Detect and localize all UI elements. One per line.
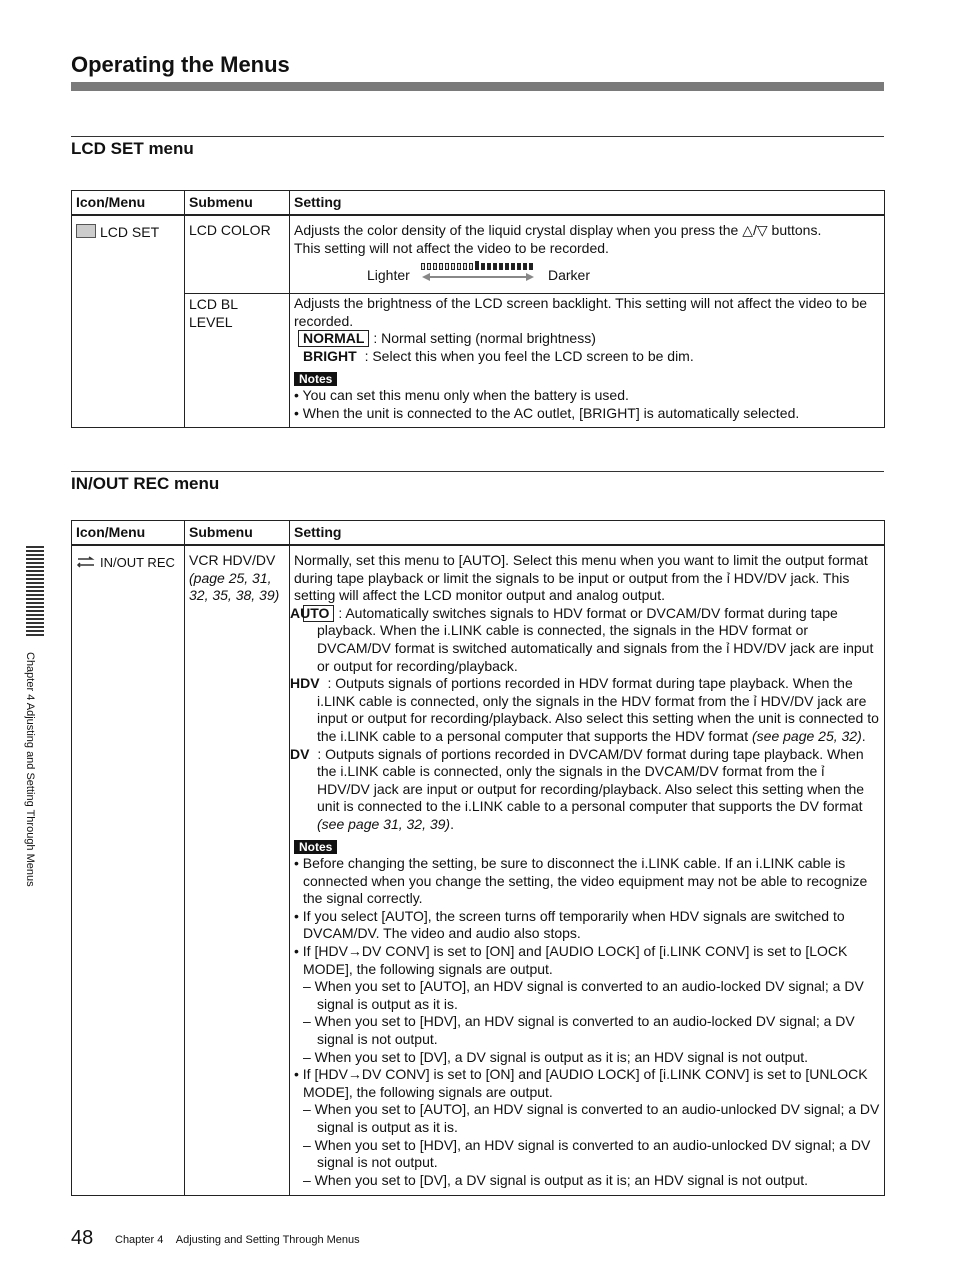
lcd-bl-line2: LEVEL: [189, 313, 233, 330]
footer: [115, 1234, 370, 1246]
option-normal: [294, 330, 880, 348]
inout-rec-label: IN/OUT REC: [100, 555, 175, 570]
vcr-intro-b: HDV/DV jack. This setting will affect the LCD monitor output and analog output.: [294, 569, 850, 604]
notes-badge: Notes: [294, 840, 337, 854]
note-item: • Before changing the setting, be sure to disconnect the i.LINK cable. If an i.LINK cable is connected when you change the setting, the video equipment may not be able to recognize the signal correctly.: [294, 855, 868, 907]
note-subitem: – When you set to [DV], a DV signal is output as it is; an HDV signal is not output.: [303, 1048, 809, 1065]
lcd-bl-line1: LCD BL: [189, 296, 239, 313]
scale-lighter-label: Lighter: [367, 267, 410, 284]
side-chapter-label: Chapter 4 Adjusting and Setting Through Menus: [24, 652, 36, 887]
inout-rec-table: [71, 520, 885, 1196]
section-title-inout-rec: IN/OUT REC menu: [71, 474, 220, 493]
ilink-jack-icon: ỉ: [726, 569, 730, 586]
option-auto: [290, 604, 880, 675]
note-subitem: – When you set to [HDV], an HDV signal is converted to an audio-locked DV signal; a DV signal is not output.: [303, 1013, 855, 1048]
note-item: • If [HDV→DV CONV] is set to [ON] and [AUDIO LOCK] of [i.LINK CONV] is set to [UNLOCK MODE], the following signals are output.: [294, 1066, 868, 1100]
lcd-bl-desc: Adjusts the brightness of the LCD screen backlight. This setting will not affect the video to be recorded.: [294, 295, 868, 329]
option-hdv: HDV : Outputs signals of portions recorded in HDV format during tape playback. When the i.LINK cable is connected, only the signals in the HDV format from the ỉ HDV/DV jack are input or output for recording/playback. Also select this setting when the unit is connected to the i.LINK cable to a personal computer that supports the HDV format (see page 25, 32).: [290, 675, 879, 744]
header-submenu: Submenu: [185, 521, 290, 546]
note-item: • If you select [AUTO], the screen turns off temporarily when HDV signals are switched to DVCAM/DV. The video and audio also stops.: [294, 907, 845, 942]
vcr-intro-a: Normally, set this menu to [AUTO]. Select this menu when you want to limit the output format during tape playback or limit the signals to be input or output from the: [294, 552, 868, 586]
option-auto-text-b: HDV/DV jack are input or output for recording/playback.: [317, 639, 874, 674]
page-title: Operating the Menus: [71, 52, 290, 77]
lcd-color-desc2: This setting will not affect the video to be recorded.: [294, 239, 609, 256]
note-item: • If [HDV→DV CONV] is set to [ON] and [AUDIO LOCK] of [i.LINK CONV] is set to [LOCK MODE], the following signals are output.: [294, 943, 848, 977]
ilink-jack-icon: ỉ: [821, 763, 825, 780]
section-rule: [71, 471, 884, 472]
header-icon-menu: Icon/Menu: [72, 521, 185, 546]
header-icon-menu: Icon/Menu: [72, 191, 185, 216]
option-normal-label: NORMAL: [298, 330, 369, 347]
inout-rec-icon: [76, 556, 96, 568]
header-setting: Setting: [290, 191, 885, 216]
scale-darker-label: Darker: [548, 267, 591, 284]
inout-rec-menu-cell: [72, 545, 185, 1196]
note-subitem: – When you set to [AUTO], an HDV signal is converted to an audio-unlocked DV signal; a DV signal is output as it is.: [303, 1101, 880, 1135]
vcr-submenu-name: VCR HDV/DV: [189, 552, 276, 568]
header-submenu: Submenu: [185, 191, 290, 216]
option-dv-ref: (see page 31, 32, 39): [317, 815, 451, 832]
notes-badge: Notes: [294, 372, 337, 386]
setting-lcd-bl-level: [290, 294, 885, 428]
vcr-intro: [294, 552, 880, 605]
ilink-jack-icon: ỉ: [726, 639, 730, 656]
lcd-set-menu-cell: [72, 215, 185, 428]
title-bar: [71, 82, 884, 91]
option-hdv-text-a: : Outputs signals of portions recorded in HDV format during tape playback. When the i.LINK cable is connected, only the signals in the HDV format from the: [317, 675, 853, 709]
page-number: 48: [71, 1227, 94, 1249]
lcd-set-icon: [76, 224, 96, 238]
note-item: • You can set this menu only when the battery is used.: [294, 387, 629, 404]
note-item: • When the unit is connected to the AC outlet, [BRIGHT] is automatically selected.: [294, 404, 800, 421]
footer-title: Adjusting and Setting Through Menus: [175, 1234, 360, 1246]
note-subitem: – When you set to [HDV], an HDV signal is converted to an audio-unlocked DV signal; a DV signal is not output.: [303, 1136, 871, 1171]
option-bright: [294, 348, 880, 366]
option-normal-text: : Normal setting (normal brightness): [373, 330, 596, 347]
vcr-page-ref: (page 25, 31, 32, 35, 38, 39): [189, 569, 280, 604]
chapter-tab-marker: [26, 546, 44, 638]
ilink-jack-icon: ỉ: [753, 692, 757, 709]
setting-lcd-color: [290, 215, 885, 294]
lcd-color-scale: [294, 257, 880, 291]
lcd-color-desc: Adjusts the color density of the liquid crystal display when you press the △/▽ buttons.: [294, 222, 822, 238]
option-dv-text-b: HDV/DV jack are input or output for recording/playback. Also select this setting when the unit is connected to the i.LINK cable to a personal computer that supports the DV format: [317, 780, 865, 815]
option-dv-text-a: : Outputs signals of portions recorded in DVCAM/DV format during tape playback. When the i.LINK cable is connected, only the signals in the DVCAM/DV format from the: [317, 745, 864, 780]
submenu-lcd-bl-level: [185, 294, 290, 428]
option-auto-text-a: : Automatically switches signals to HDV format or DVCAM/DV format during tape playback. When the i.LINK cable is connected, the signals in the HDV format or DVCAM/DV format is switched automatically and signals from the: [317, 604, 838, 656]
color-scale-icon: [420, 259, 536, 283]
option-auto-label: AUTO: [303, 605, 334, 622]
option-hdv-label: HDV: [290, 675, 320, 692]
option-dv: DV : Outputs signals of portions recorded in DVCAM/DV format during tape playback. When the i.LINK cable is connected, only the signals in the DVCAM/DV format from the ỉ HDV/DV jack are input or output for recording/playback. Also select this setting when the unit is connected to the i.LINK cable to a personal computer that supports the DV format (see page 31, 32, 39).: [290, 745, 865, 832]
footer-chapter: Chapter 4: [115, 1234, 164, 1246]
submenu-vcr-hdv-dv: [185, 545, 290, 1196]
submenu-lcd-color: LCD COLOR: [185, 215, 290, 294]
note-subitem: – When you set to [AUTO], an HDV signal is converted to an audio-locked DV signal; a DV signal is output as it is.: [303, 978, 864, 1012]
header-setting: Setting: [290, 521, 885, 546]
option-dv-label: DV: [290, 745, 310, 762]
option-bright-text: : Select this when you feel the LCD screen to be dim.: [364, 347, 694, 364]
option-hdv-ref: (see page 25, 32): [752, 727, 862, 744]
option-hdv-text-b: HDV/DV jack are input or output for recording/playback. Also select this setting when the unit is connected to the i.LINK cable to a personal computer that supports the HDV format: [317, 692, 879, 744]
lcd-set-label: LCD SET: [100, 224, 160, 240]
option-bright-label: BRIGHT: [303, 347, 357, 364]
section-rule: [71, 136, 884, 137]
section-title-lcd-set: LCD SET menu: [71, 139, 194, 158]
setting-vcr-hdv-dv: [290, 545, 885, 1196]
note-subitem: – When you set to [DV], a DV signal is output as it is; an HDV signal is not output.: [303, 1171, 809, 1188]
lcd-set-table: [71, 190, 885, 428]
